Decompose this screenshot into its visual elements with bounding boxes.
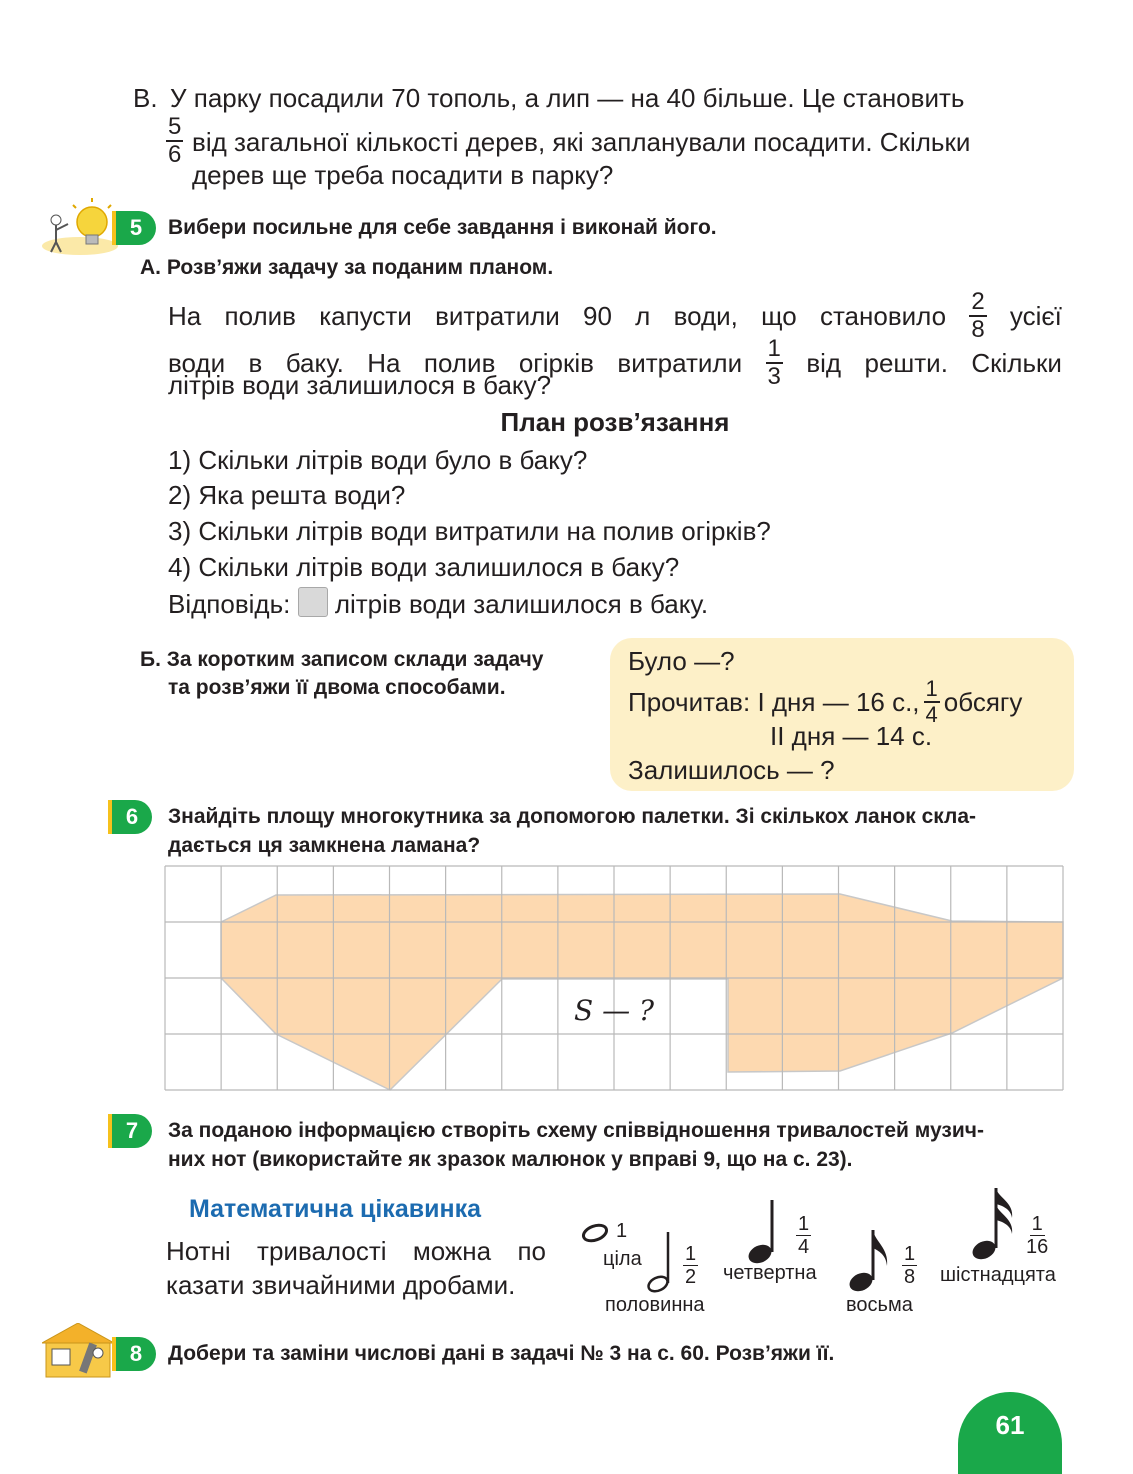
task5a-header: А. Розв’яжи задачу за поданим планом. [140, 256, 554, 279]
answer-prefix: Відповідь: [168, 589, 291, 619]
palette-polygon [221, 894, 1063, 1090]
note-whole-name: ціла [603, 1248, 642, 1270]
task5a-line2: води в баку. На полив огірків витратили $\frac{1}{3}$ від решти. Скільки [168, 335, 1062, 390]
eighth-note-icon [843, 1226, 893, 1294]
task5b-line2: та розв’яжи її двома способами. [168, 676, 506, 699]
task8-text: Добери та заміни числові дані в задачі № 3 на с. 60. Розв’яжи її. [168, 1342, 835, 1365]
page-number-tab [958, 1392, 1062, 1474]
short-record-box [610, 638, 1074, 791]
house-icon [42, 1323, 114, 1379]
fun-line2: казати звичайними дробами. [166, 1270, 516, 1300]
note-sixteenth-fraction: $\frac{1}{16}$ [1026, 1213, 1049, 1258]
lightbulb-icon [40, 198, 120, 258]
note-whole-value: 1 [616, 1220, 628, 1242]
plan-step: 3) Скільки літрів води витратили на полив огірків? [168, 516, 771, 546]
answer-line [168, 587, 708, 621]
box-line2: Прочитав: I дня — 16 с., $\frac{1}{4}$ обсягу [628, 676, 1023, 727]
box-line1: Було —? [628, 646, 735, 676]
note-half-fraction: $\frac{1}{2}$ [685, 1243, 697, 1288]
task6-line1: Знайдіть площу многокутника за допомогою палетки. Зі скількох ланок скла- [168, 805, 977, 828]
note-quarter-fraction: $\frac{1}{4}$ [798, 1213, 810, 1258]
box-line4: Залишилось — ? [628, 755, 835, 785]
note-eighth-name: восьма [846, 1294, 913, 1316]
task4v-line1: У парку посадили 70 тополь, а лип — на 40 більше. Це становить [170, 83, 965, 113]
page-number: 61 [995, 1410, 1025, 1440]
box-fraction-1-4: $\frac{1}{4}$ [925, 676, 938, 727]
sixteenth-note-icon [966, 1184, 1020, 1262]
task5a-fraction-2-8: $\frac{2}{8}$ [971, 288, 985, 343]
task5a-line1: На полив капусти витратили 90 л води, що становило $\frac{2}{8}$ усієї [168, 288, 1062, 343]
quarter-note-icon [744, 1196, 778, 1266]
task6-line2: дається ця замкнена ламана? [168, 834, 481, 857]
task4v-fraction: $\frac{5}{6}$ [168, 113, 182, 168]
task5b-line1: Б. За коротким записом склади задачу [140, 648, 544, 671]
task4v-line3: дерев ще треба посадити в парку? [192, 160, 614, 190]
answer-input-box[interactable] [298, 587, 328, 617]
whole-note-icon [580, 1222, 610, 1244]
note-sixteenth-name: шістнадцята [940, 1264, 1056, 1286]
task6-number-badge: 6 [112, 800, 152, 834]
plan-step: 4) Скільки літрів води залишилося в баку? [168, 552, 680, 582]
task5-header: Вибери посильне для себе завдання і виконай його. [168, 216, 717, 239]
task7-line1: За поданою інформацією створіть схему співвідношення тривалостей музич- [168, 1119, 984, 1142]
task4v-line2: від загальної кількості дерев, які запланували посадити. Скільки [192, 127, 971, 157]
note-half-name: половинна [605, 1294, 705, 1316]
plan-step: 1) Скільки літрів води було в баку? [168, 445, 588, 475]
plan-title: План розв’язання [500, 407, 730, 437]
fun-title: Математична цікавинка [189, 1195, 481, 1223]
fun-line1: Нотні тривалості можна по [166, 1236, 546, 1266]
box-line3: II дня — 14 с. [770, 721, 933, 751]
task5-number-badge: 5 [116, 211, 156, 245]
task7-number-badge: 7 [112, 1114, 152, 1148]
task5a-line3: літрів води залишилося в баку? [168, 370, 552, 400]
answer-suffix: літрів води залишилося в баку. [334, 589, 709, 619]
plan-step: 2) Яка решта води? [168, 480, 406, 510]
task7-line2: них нот (використайте як зразок малюнок у вправі 9, що на с. 23). [168, 1148, 853, 1171]
note-eighth-fraction: $\frac{1}{8}$ [904, 1243, 916, 1288]
palette-grid [160, 862, 1068, 1096]
task4v-letter: В. [133, 83, 158, 113]
task5a-fraction-1-3: $\frac{1}{3}$ [767, 335, 781, 390]
half-note-icon [644, 1228, 672, 1294]
task8-number-badge: 8 [116, 1337, 156, 1371]
note-quarter-name: четвертна [723, 1262, 817, 1284]
area-label: S — ? [574, 994, 654, 1027]
